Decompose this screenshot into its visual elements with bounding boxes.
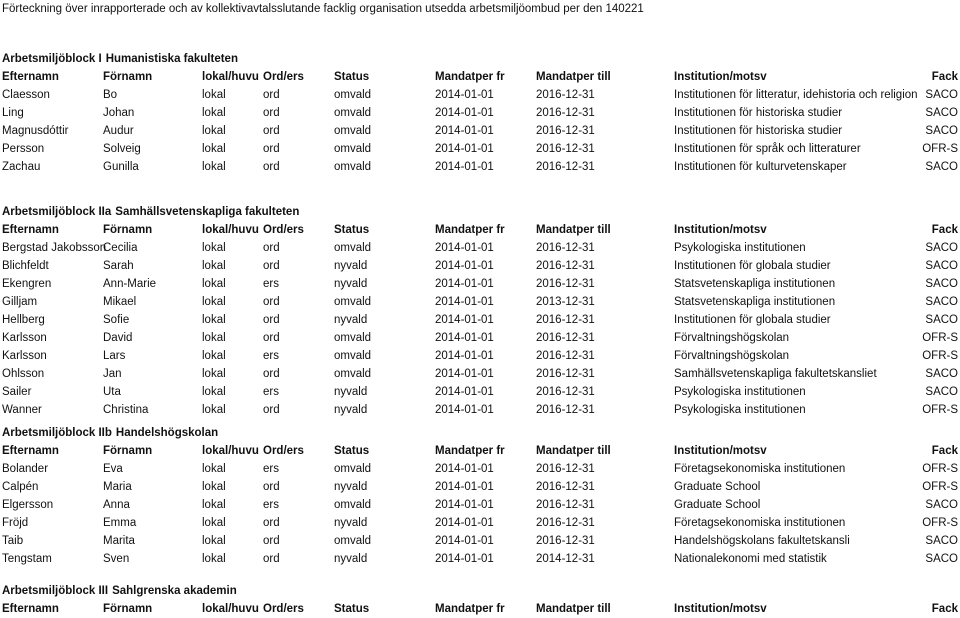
column-header-fornamn: Förnamn: [103, 445, 153, 457]
block-section: [0, 50, 960, 176]
cell-fornamn: Audur: [103, 125, 134, 137]
cell-institution: Psykologiska institutionen: [674, 404, 806, 416]
cell-fornamn: Lars: [103, 350, 126, 362]
cell-status: nyvald: [334, 553, 368, 565]
column-header-institution: Institution/motsv: [674, 224, 767, 236]
cell-mandatper-till: 2016-12-31: [536, 161, 595, 173]
cell-mandatper-till: 2016-12-31: [536, 143, 595, 155]
cell-mandatper-fr: 2014-01-01: [435, 481, 494, 493]
cell-ord-ers: ers: [263, 386, 279, 398]
cell-lokal-huvud: lokal: [202, 368, 226, 380]
column-header-lokal-huvud: lokal/huvu: [202, 603, 259, 615]
cell-mandatper-fr: 2014-01-01: [435, 143, 494, 155]
table-row: [0, 478, 960, 496]
cell-institution: Institutionen för litteratur, idehistoria och religion: [674, 89, 918, 101]
cell-efternamn: Karlsson: [2, 332, 47, 344]
cell-lokal-huvud: lokal: [202, 499, 226, 511]
cell-mandatper-fr: 2014-01-01: [435, 260, 494, 272]
block-title: [0, 424, 960, 442]
column-header-fack: Fack: [931, 224, 958, 236]
cell-institution: Företagsekonomiska institutionen: [674, 517, 846, 529]
cell-ord-ers: ord: [263, 296, 280, 308]
cell-mandatper-fr: 2014-01-01: [435, 553, 494, 565]
table-row: [0, 257, 960, 275]
document-title: Förteckning över inrapporterade och av kollektivavtalsslutande facklig organisation utsedda arbetsmiljöombud per den 140221: [2, 3, 644, 15]
cell-ord-ers: ers: [263, 499, 279, 511]
cell-efternamn: Bolander: [2, 463, 49, 475]
table-row: [0, 383, 960, 401]
block-table: [0, 68, 960, 176]
column-header-efternamn: Efternamn: [2, 603, 59, 615]
cell-mandatper-fr: 2014-01-01: [435, 535, 494, 547]
column-header-fack: Fack: [931, 603, 958, 615]
cell-ord-ers: ord: [263, 242, 280, 254]
cell-mandatper-till: 2016-12-31: [536, 386, 595, 398]
cell-fornamn: Christina: [103, 404, 149, 416]
table-row: [0, 401, 960, 419]
cell-institution: Statsvetenskapliga institutionen: [674, 296, 836, 308]
cell-ord-ers: ers: [263, 278, 279, 290]
cell-institution: Institutionen för kulturvetenskaper: [674, 161, 847, 173]
table-row: [0, 347, 960, 365]
cell-fack: OFR-S: [922, 463, 958, 475]
cell-institution: Förvaltningshögskolan: [674, 350, 790, 362]
block-section: [0, 582, 960, 618]
cell-lokal-huvud: lokal: [202, 278, 226, 290]
column-header-efternamn: Efternamn: [2, 445, 59, 457]
table-header-row: [0, 442, 960, 460]
cell-mandatper-fr: 2014-01-01: [435, 517, 494, 529]
cell-fornamn: Ann-Marie: [103, 278, 157, 290]
cell-mandatper-fr: 2014-01-01: [435, 332, 494, 344]
cell-efternamn: Blichfeldt: [2, 260, 49, 272]
cell-efternamn: Karlsson: [2, 350, 47, 362]
column-header-lokal-huvud: lokal/huvu: [202, 445, 259, 457]
cell-lokal-huvud: lokal: [202, 517, 226, 529]
cell-institution: Institutionen för historiska studier: [674, 107, 843, 119]
cell-status: nyvald: [334, 314, 368, 326]
cell-status: nyvald: [334, 278, 368, 290]
table-row: [0, 532, 960, 550]
cell-mandatper-fr: 2014-01-01: [435, 107, 494, 119]
cell-fack: SACO: [925, 125, 958, 137]
cell-fack: SACO: [925, 553, 958, 565]
table-row: [0, 550, 960, 568]
table-header-row: [0, 68, 960, 86]
block-code: Arbetsmiljöblock III: [2, 585, 109, 597]
cell-mandatper-fr: 2014-01-01: [435, 350, 494, 362]
cell-institution: Institutionen för globala studier: [674, 260, 831, 272]
block-name: Handelshögskolan: [115, 427, 219, 439]
column-header-lokal-huvud: lokal/huvu: [202, 71, 259, 83]
column-header-mandatper-fr: Mandatper fr: [435, 224, 505, 236]
cell-mandatper-till: 2016-12-31: [536, 350, 595, 362]
cell-lokal-huvud: lokal: [202, 350, 226, 362]
cell-ord-ers: ord: [263, 481, 280, 493]
cell-efternamn: Wanner: [2, 404, 42, 416]
cell-fornamn: Johan: [103, 107, 135, 119]
cell-ord-ers: ord: [263, 535, 280, 547]
cell-mandatper-till: 2016-12-31: [536, 481, 595, 493]
cell-status: omvald: [334, 107, 372, 119]
cell-status: omvald: [334, 89, 372, 101]
cell-fack: OFR-S: [922, 404, 958, 416]
column-header-mandatper-fr: Mandatper fr: [435, 445, 505, 457]
cell-efternamn: Ling: [2, 107, 24, 119]
cell-status: nyvald: [334, 517, 368, 529]
table-row: [0, 293, 960, 311]
cell-fornamn: Anna: [103, 499, 130, 511]
cell-fornamn: Jan: [103, 368, 122, 380]
cell-status: omvald: [334, 296, 372, 308]
cell-institution: Psykologiska institutionen: [674, 242, 806, 254]
column-header-ord-ers: Ord/ers: [263, 224, 304, 236]
cell-fornamn: Emma: [103, 517, 137, 529]
cell-status: nyvald: [334, 481, 368, 493]
cell-ord-ers: ers: [263, 463, 279, 475]
cell-institution: Handelshögskolans fakultetskansli: [674, 535, 850, 547]
table-row: [0, 239, 960, 257]
column-header-efternamn: Efternamn: [2, 71, 59, 83]
block-name: Samhällsvetenskapliga fakulteten: [115, 206, 300, 218]
cell-fornamn: Maria: [103, 481, 132, 493]
cell-ord-ers: ord: [263, 332, 280, 344]
cell-lokal-huvud: lokal: [202, 386, 226, 398]
block-title: [0, 50, 960, 68]
column-header-efternamn: Efternamn: [2, 224, 59, 236]
cell-mandatper-fr: 2014-01-01: [435, 242, 494, 254]
cell-mandatper-fr: 2014-01-01: [435, 314, 494, 326]
cell-status: omvald: [334, 125, 372, 137]
cell-ord-ers: ord: [263, 314, 280, 326]
column-header-fornamn: Förnamn: [103, 224, 153, 236]
cell-lokal-huvud: lokal: [202, 296, 226, 308]
cell-mandatper-till: 2013-12-31: [536, 296, 595, 308]
cell-lokal-huvud: lokal: [202, 314, 226, 326]
cell-institution: Graduate School: [674, 481, 761, 493]
cell-efternamn: Persson: [2, 143, 45, 155]
block-table: [0, 221, 960, 419]
cell-lokal-huvud: lokal: [202, 404, 226, 416]
cell-lokal-huvud: lokal: [202, 481, 226, 493]
cell-fack: SACO: [925, 242, 958, 254]
column-header-institution: Institution/motsv: [674, 71, 767, 83]
cell-efternamn: Bergstad Jakobsson: [2, 242, 107, 254]
table-row: [0, 104, 960, 122]
cell-mandatper-till: 2016-12-31: [536, 368, 595, 380]
cell-mandatper-fr: 2014-01-01: [435, 296, 494, 308]
cell-fack: SACO: [925, 535, 958, 547]
block-title: [0, 582, 960, 600]
cell-mandatper-till: 2016-12-31: [536, 332, 595, 344]
cell-mandatper-till: 2016-12-31: [536, 314, 595, 326]
cell-lokal-huvud: lokal: [202, 107, 226, 119]
cell-ord-ers: ers: [263, 350, 279, 362]
block-table: [0, 442, 960, 568]
cell-efternamn: Taib: [2, 535, 24, 547]
cell-institution: Samhällsvetenskapliga fakultetskansliet: [674, 368, 877, 380]
block-code: Arbetsmiljöblock I: [2, 53, 102, 65]
cell-status: omvald: [334, 332, 372, 344]
cell-efternamn: Fröjd: [2, 517, 29, 529]
column-header-mandatper-till: Mandatper till: [536, 603, 611, 615]
cell-efternamn: Claesson: [2, 89, 50, 101]
cell-fack: SACO: [925, 368, 958, 380]
cell-efternamn: Elgersson: [2, 499, 54, 511]
cell-status: omvald: [334, 242, 372, 254]
column-header-fack: Fack: [931, 71, 958, 83]
column-header-ord-ers: Ord/ers: [263, 445, 304, 457]
block-section: [0, 203, 960, 419]
block-title: [0, 203, 960, 221]
block-name: Sahlgrenska akademin: [112, 585, 237, 597]
cell-fornamn: Uta: [103, 386, 121, 398]
cell-status: omvald: [334, 350, 372, 362]
cell-fack: SACO: [925, 278, 958, 290]
cell-ord-ers: ord: [263, 89, 280, 101]
column-header-status: Status: [334, 224, 370, 236]
cell-efternamn: Gilljam: [2, 296, 38, 308]
cell-mandatper-till: 2016-12-31: [536, 89, 595, 101]
table-row: [0, 158, 960, 176]
column-header-mandatper-fr: Mandatper fr: [435, 71, 505, 83]
cell-status: nyvald: [334, 404, 368, 416]
cell-fack: SACO: [925, 161, 958, 173]
cell-efternamn: Ekengren: [2, 278, 52, 290]
cell-status: nyvald: [334, 260, 368, 272]
cell-status: omvald: [334, 368, 372, 380]
cell-fornamn: Mikael: [103, 296, 137, 308]
cell-lokal-huvud: lokal: [202, 553, 226, 565]
table-row: [0, 140, 960, 158]
table-row: [0, 311, 960, 329]
block-table: [0, 600, 960, 618]
cell-mandatper-till: 2016-12-31: [536, 463, 595, 475]
cell-fornamn: Marita: [103, 535, 135, 547]
cell-institution: Företagsekonomiska institutionen: [674, 463, 846, 475]
cell-mandatper-till: 2016-12-31: [536, 260, 595, 272]
column-header-status: Status: [334, 71, 370, 83]
cell-fack: SACO: [925, 296, 958, 308]
cell-mandatper-till: 2016-12-31: [536, 404, 595, 416]
cell-lokal-huvud: lokal: [202, 535, 226, 547]
column-header-fornamn: Förnamn: [103, 71, 153, 83]
cell-ord-ers: ord: [263, 143, 280, 155]
cell-status: omvald: [334, 499, 372, 511]
column-header-mandatper-till: Mandatper till: [536, 71, 611, 83]
column-header-institution: Institution/motsv: [674, 603, 767, 615]
cell-mandatper-till: 2016-12-31: [536, 107, 595, 119]
cell-mandatper-fr: 2014-01-01: [435, 386, 494, 398]
cell-lokal-huvud: lokal: [202, 143, 226, 155]
cell-fornamn: Sofie: [103, 314, 130, 326]
cell-efternamn: Zachau: [2, 161, 41, 173]
cell-efternamn: Hellberg: [2, 314, 45, 326]
table-row: [0, 275, 960, 293]
cell-fack: OFR-S: [922, 143, 958, 155]
cell-institution: Institutionen för språk och litteraturer: [674, 143, 861, 155]
cell-lokal-huvud: lokal: [202, 242, 226, 254]
cell-status: omvald: [334, 463, 372, 475]
cell-lokal-huvud: lokal: [202, 332, 226, 344]
cell-mandatper-fr: 2014-01-01: [435, 125, 494, 137]
block-code: Arbetsmiljöblock IIb: [2, 427, 112, 439]
column-header-mandatper-till: Mandatper till: [536, 224, 611, 236]
column-header-mandatper-till: Mandatper till: [536, 445, 611, 457]
cell-mandatper-till: 2016-12-31: [536, 517, 595, 529]
cell-status: omvald: [334, 161, 372, 173]
cell-mandatper-till: 2016-12-31: [536, 535, 595, 547]
cell-fornamn: Eva: [103, 463, 123, 475]
cell-lokal-huvud: lokal: [202, 89, 226, 101]
cell-fornamn: Sarah: [103, 260, 134, 272]
cell-mandatper-fr: 2014-01-01: [435, 89, 494, 101]
block-section: [0, 424, 960, 568]
cell-mandatper-fr: 2014-01-01: [435, 161, 494, 173]
column-header-lokal-huvud: lokal/huvu: [202, 224, 259, 236]
cell-efternamn: Magnusdóttir: [2, 125, 69, 137]
cell-fack: OFR-S: [922, 332, 958, 344]
cell-institution: Förvaltningshögskolan: [674, 332, 790, 344]
cell-fornamn: Cecilia: [103, 242, 138, 254]
cell-mandatper-till: 2016-12-31: [536, 242, 595, 254]
cell-ord-ers: ord: [263, 107, 280, 119]
table-header-row: [0, 221, 960, 239]
cell-fornamn: Sven: [103, 553, 130, 565]
cell-fornamn: Solveig: [103, 143, 141, 155]
cell-fornamn: David: [103, 332, 133, 344]
table-row: [0, 496, 960, 514]
cell-ord-ers: ord: [263, 553, 280, 565]
column-header-fornamn: Förnamn: [103, 603, 153, 615]
cell-mandatper-fr: 2014-01-01: [435, 278, 494, 290]
column-header-status: Status: [334, 445, 370, 457]
block-code: Arbetsmiljöblock IIa: [2, 206, 112, 218]
column-header-institution: Institution/motsv: [674, 445, 767, 457]
cell-lokal-huvud: lokal: [202, 463, 226, 475]
cell-mandatper-till: 2016-12-31: [536, 125, 595, 137]
cell-efternamn: Sailer: [2, 386, 32, 398]
cell-fack: SACO: [925, 107, 958, 119]
column-header-mandatper-fr: Mandatper fr: [435, 603, 505, 615]
column-header-ord-ers: Ord/ers: [263, 603, 304, 615]
table-row: [0, 460, 960, 478]
cell-ord-ers: ord: [263, 404, 280, 416]
cell-institution: Graduate School: [674, 499, 761, 511]
cell-ord-ers: ord: [263, 125, 280, 137]
cell-ord-ers: ord: [263, 161, 280, 173]
cell-fack: OFR-S: [922, 350, 958, 362]
cell-efternamn: Ohlsson: [2, 368, 45, 380]
cell-fack: OFR-S: [922, 481, 958, 493]
cell-institution: Institutionen för historiska studier: [674, 125, 843, 137]
cell-fornamn: Gunilla: [103, 161, 139, 173]
cell-mandatper-fr: 2014-01-01: [435, 499, 494, 511]
table-row: [0, 86, 960, 104]
cell-institution: Nationalekonomi med statistik: [674, 553, 827, 565]
table-row: [0, 122, 960, 140]
block-name: Humanistiska fakulteten: [105, 53, 238, 65]
cell-ord-ers: ord: [263, 368, 280, 380]
cell-mandatper-fr: 2014-01-01: [435, 404, 494, 416]
cell-fack: OFR-S: [922, 517, 958, 529]
table-row: [0, 365, 960, 383]
cell-efternamn: Tengstam: [2, 553, 52, 565]
column-header-ord-ers: Ord/ers: [263, 71, 304, 83]
cell-mandatper-till: 2014-12-31: [536, 553, 595, 565]
cell-efternamn: Calpén: [2, 481, 39, 493]
cell-mandatper-fr: 2014-01-01: [435, 463, 494, 475]
table-row: [0, 329, 960, 347]
column-header-fack: Fack: [931, 445, 958, 457]
cell-institution: Institutionen för globala studier: [674, 314, 831, 326]
cell-fack: SACO: [925, 386, 958, 398]
cell-fack: SACO: [925, 314, 958, 326]
cell-lokal-huvud: lokal: [202, 260, 226, 272]
cell-ord-ers: ord: [263, 517, 280, 529]
cell-status: omvald: [334, 535, 372, 547]
cell-lokal-huvud: lokal: [202, 125, 226, 137]
table-row: [0, 514, 960, 532]
cell-institution: Statsvetenskapliga institutionen: [674, 278, 836, 290]
cell-mandatper-till: 2016-12-31: [536, 499, 595, 511]
cell-fack: SACO: [925, 89, 958, 101]
table-header-row: [0, 600, 960, 618]
cell-ord-ers: ord: [263, 260, 280, 272]
cell-fack: SACO: [925, 499, 958, 511]
cell-mandatper-fr: 2014-01-01: [435, 368, 494, 380]
cell-status: omvald: [334, 143, 372, 155]
cell-status: nyvald: [334, 386, 368, 398]
cell-lokal-huvud: lokal: [202, 161, 226, 173]
column-header-status: Status: [334, 603, 370, 615]
cell-fornamn: Bo: [103, 89, 118, 101]
cell-mandatper-till: 2016-12-31: [536, 278, 595, 290]
cell-institution: Psykologiska institutionen: [674, 386, 806, 398]
cell-fack: SACO: [925, 260, 958, 272]
